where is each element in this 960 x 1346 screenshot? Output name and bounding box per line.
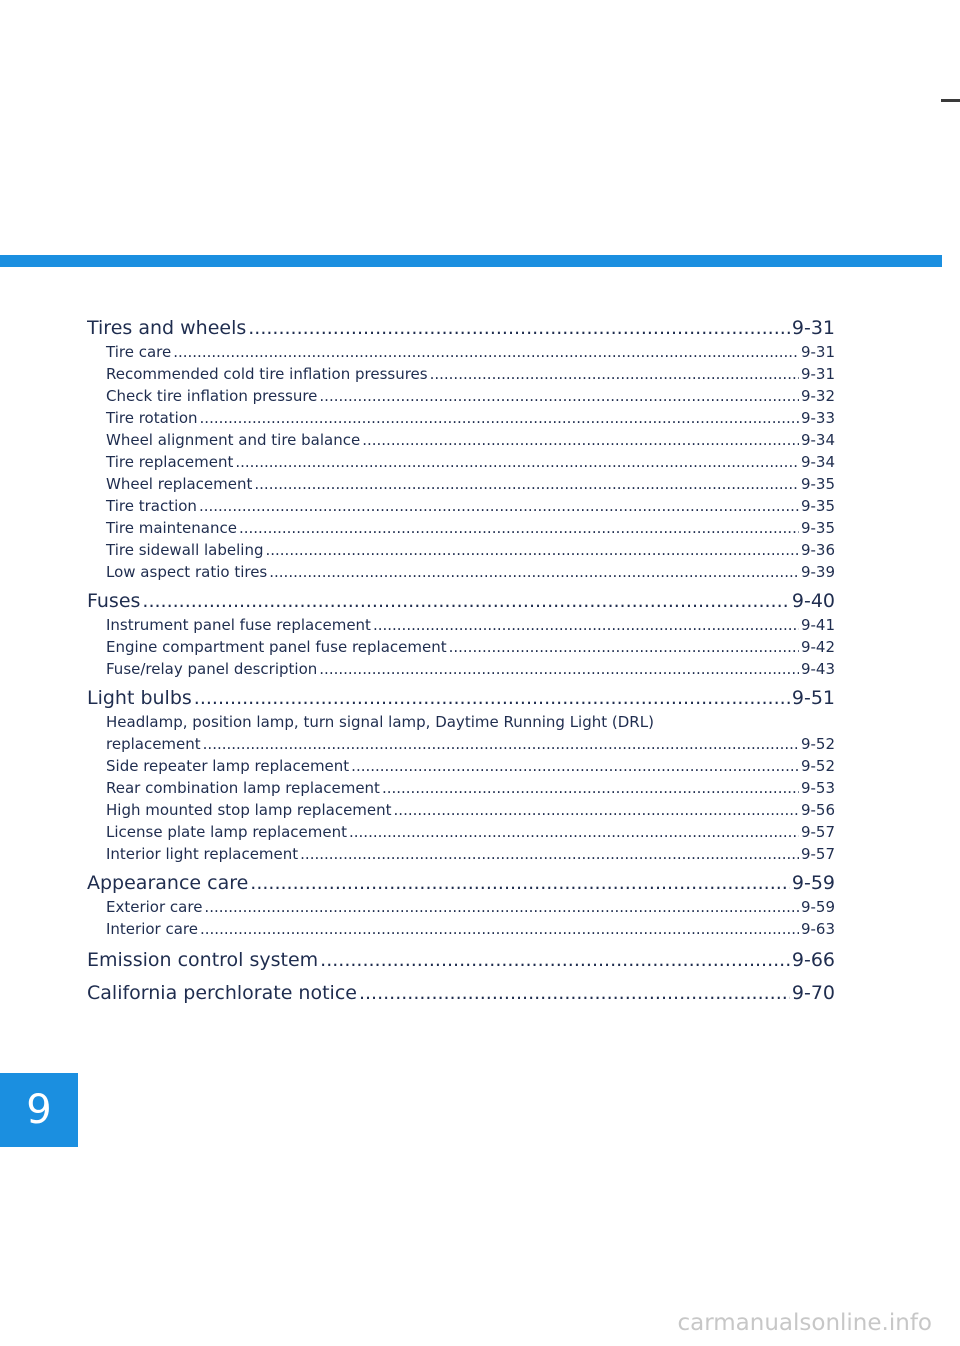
toc-item[interactable] (87, 407, 835, 429)
dot-leader (254, 473, 799, 495)
toc-item-title: Rear combination lamp replacement (106, 779, 380, 797)
toc-item-title: Tire rotation (106, 409, 198, 427)
table-of-contents (87, 316, 835, 1006)
toc-item-title: License plate lamp replacement (106, 823, 347, 841)
toc-page-number: 9-51 (791, 687, 835, 709)
toc-page-number: 9-53 (800, 779, 835, 797)
dot-leader (449, 636, 799, 658)
toc-item-title: Tire traction (106, 497, 197, 515)
dot-leader (239, 517, 799, 539)
watermark: carmanualsonline.info (677, 1310, 932, 1336)
toc-page-number: 9-41 (800, 616, 835, 634)
toc-page-number: 9-63 (800, 920, 835, 938)
dot-leader (142, 589, 789, 614)
toc-item-title: Interior care (106, 920, 198, 938)
toc-item[interactable] (87, 777, 835, 799)
toc-page-number: 9-35 (800, 475, 835, 493)
toc-section-tires[interactable] (87, 316, 835, 341)
toc-page-number: 9-39 (800, 563, 835, 581)
toc-section-title: Fuses (87, 590, 141, 612)
dot-leader (203, 733, 799, 755)
toc-item-title: Wheel alignment and tire balance (106, 431, 361, 449)
toc-section-title: Appearance care (87, 872, 249, 894)
toc-item-title: Tire sidewall labeling (106, 541, 264, 559)
toc-page-number: 9-52 (800, 757, 835, 775)
toc-page-number: 9-35 (800, 519, 835, 537)
toc-page-number: 9-33 (800, 409, 835, 427)
toc-section-fuses[interactable] (87, 589, 835, 614)
toc-item-title: Wheel replacement (106, 475, 253, 493)
toc-item[interactable] (87, 517, 835, 539)
toc-item[interactable] (87, 561, 835, 583)
toc-page-number: 9-34 (800, 453, 835, 471)
toc-page-number: 9-52 (800, 735, 835, 753)
dot-leader (382, 777, 799, 799)
toc-item-title: Headlamp, position lamp, turn signal lamp, Daytime Running Light (DRL) (106, 713, 654, 731)
toc-item[interactable] (87, 385, 835, 407)
toc-item-title: Instrument panel fuse replacement (106, 616, 371, 634)
corner-rule (941, 99, 960, 102)
toc-item[interactable] (87, 341, 835, 363)
toc-item[interactable] (87, 918, 835, 940)
toc-item[interactable] (87, 799, 835, 821)
dot-leader (351, 755, 799, 777)
toc-item-headlamp-line1[interactable] (87, 711, 835, 733)
toc-page-number: 9-35 (800, 497, 835, 515)
dot-leader (194, 686, 790, 711)
dot-leader (250, 871, 790, 896)
toc-section-title: Light bulbs (87, 687, 192, 709)
dot-leader (320, 948, 790, 973)
toc-item-headlamp-line2[interactable] (87, 733, 835, 755)
toc-page-number: 9-36 (800, 541, 835, 559)
toc-item-title: Engine compartment panel fuse replacement (106, 638, 447, 656)
toc-section-title: California perchlorate notice (87, 982, 357, 1004)
toc-page-number: 9-31 (791, 317, 835, 339)
toc-item[interactable] (87, 363, 835, 385)
toc-page-number: 9-57 (800, 823, 835, 841)
dot-leader (319, 658, 799, 680)
toc-page-number: 9-70 (791, 982, 835, 1004)
dot-leader (300, 843, 799, 865)
toc-item-title: Low aspect ratio tires (106, 563, 268, 581)
dot-leader (269, 561, 799, 583)
toc-item-title: Tire care (106, 343, 172, 361)
dot-leader (248, 316, 790, 341)
toc-page-number: 9-40 (791, 590, 835, 612)
dot-leader (349, 821, 799, 843)
toc-page-number: 9-32 (800, 387, 835, 405)
dot-leader (265, 539, 798, 561)
toc-section-emission-control[interactable] (87, 948, 835, 973)
toc-item[interactable] (87, 896, 835, 918)
dot-leader (200, 918, 799, 940)
toc-page-number: 9-59 (800, 898, 835, 916)
toc-page-number: 9-34 (800, 431, 835, 449)
toc-item[interactable] (87, 843, 835, 865)
toc-item-title: Tire replacement (106, 453, 234, 471)
chapter-number: 9 (26, 1087, 52, 1133)
toc-page-number: 9-56 (800, 801, 835, 819)
toc-item[interactable] (87, 539, 835, 561)
toc-page-number: 9-57 (800, 845, 835, 863)
dot-leader (362, 429, 799, 451)
toc-item[interactable] (87, 636, 835, 658)
dot-leader (173, 341, 799, 363)
toc-page-number: 9-31 (800, 365, 835, 383)
toc-item-title: High mounted stop lamp replacement (106, 801, 392, 819)
toc-section-title: Tires and wheels (87, 317, 247, 339)
dot-leader (200, 407, 799, 429)
toc-item-title: Side repeater lamp replacement (106, 757, 350, 775)
toc-page-number: 9-59 (791, 872, 835, 894)
toc-item[interactable] (87, 451, 835, 473)
dot-leader (373, 614, 799, 636)
toc-item[interactable] (87, 473, 835, 495)
toc-item[interactable] (87, 495, 835, 517)
chapter-header-bar (0, 255, 942, 267)
toc-section-title: Emission control system (87, 949, 319, 971)
toc-item[interactable] (87, 614, 835, 636)
dot-leader (430, 363, 799, 385)
toc-item-title: Recommended cold tire inflation pressures (106, 365, 428, 383)
toc-page-number: 9-31 (800, 343, 835, 361)
toc-page-number: 9-42 (800, 638, 835, 656)
toc-item[interactable] (87, 658, 835, 680)
toc-item[interactable] (87, 429, 835, 451)
dot-leader (394, 799, 799, 821)
toc-page-number: 9-66 (791, 949, 835, 971)
toc-page-number: 9-43 (800, 660, 835, 678)
toc-item-title: Fuse/relay panel description (106, 660, 318, 678)
dot-leader (359, 981, 790, 1006)
dot-leader (319, 385, 799, 407)
toc-section-appearance-care[interactable] (87, 871, 835, 896)
dot-leader (204, 896, 799, 918)
toc-section-light-bulbs[interactable] (87, 686, 835, 711)
toc-item[interactable] (87, 755, 835, 777)
dot-leader (199, 495, 799, 517)
toc-item-title: replacement (106, 735, 201, 753)
dot-leader (235, 451, 799, 473)
chapter-tab (0, 1073, 78, 1147)
toc-item-title: Check tire inflation pressure (106, 387, 318, 405)
toc-item-title: Tire maintenance (106, 519, 237, 537)
toc-item[interactable] (87, 821, 835, 843)
toc-item-title: Interior light replacement (106, 845, 299, 863)
toc-item-title: Exterior care (106, 898, 203, 916)
toc-section-perchlorate-notice[interactable] (87, 981, 835, 1006)
